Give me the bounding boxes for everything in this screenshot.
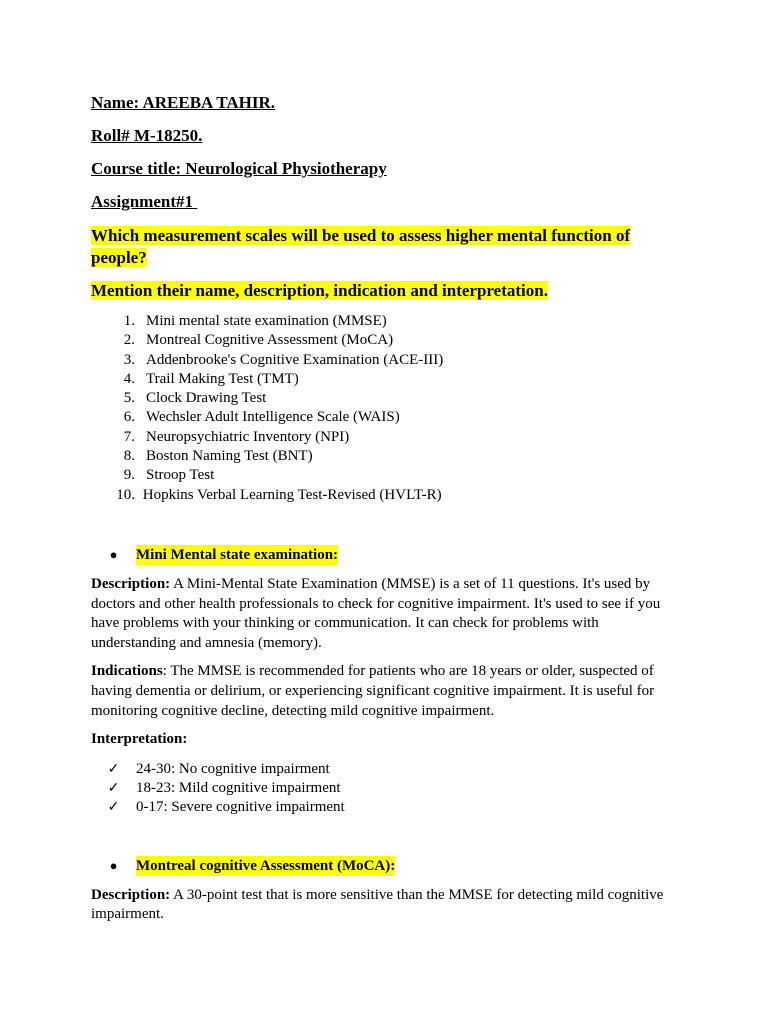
list-number: 1. — [123, 313, 135, 329]
list-number: 2. — [123, 332, 135, 349]
list-text: Hopkins Verbal Learning Test-Revised (HVLT-R) — [139, 486, 442, 503]
mmse-description — [91, 575, 681, 653]
list-text: Clock Drawing Test — [146, 390, 267, 407]
description-text: A Mini-Mental State Examination (MMSE) is a set of 11 questions. It's used by doctors and other health professionals to check for cognitive impairment. It's used to see if you have problems with your thinking or communication. It can check for problems with understanding and amnesia (memory). — [91, 575, 661, 651]
student-name: Name: AREEBA TAHIR. — [91, 93, 276, 112]
list-text: Wechsler Adult Intelligence Scale (WAIS) — [146, 409, 400, 426]
list-item — [91, 428, 681, 447]
list-number: 3. — [123, 351, 135, 368]
list-item — [91, 486, 681, 505]
moca-heading — [91, 856, 681, 876]
checkmark-icon: ✓ — [107, 761, 120, 777]
moca-heading-text: Montreal cognitive Assessment (MoCA): — [136, 857, 396, 874]
list-number: 8. — [123, 448, 135, 465]
list-item — [91, 760, 681, 779]
list-text: Trail Making Test (TMT) — [146, 370, 299, 387]
list-item — [91, 351, 681, 370]
description-label: Description: — [91, 575, 171, 592]
list-item — [91, 798, 681, 817]
description-label: Description: — [91, 886, 171, 903]
description-text: A 30-point test that is more sensitive than the MMSE for detecting mild cognitive impairment. — [91, 886, 664, 923]
list-item — [91, 466, 681, 485]
list-number: 4. — [123, 370, 135, 387]
checkmark-icon: ✓ — [107, 781, 120, 797]
indications-text: : The MMSE is recommended for patients who are 18 years or older, suspected of having dementia or delirium, or experiencing significant cognitive impairment. It is useful for monitoring cognitive decline, detecting mild cognitive impairment. — [91, 663, 655, 719]
list-number: 7. — [123, 428, 135, 445]
bullet-dot-icon: ● — [109, 546, 118, 562]
mmse-indications — [91, 662, 681, 721]
roll-number: Roll# M-18250. — [91, 126, 203, 145]
assignment-title: Assignment#1 — [91, 192, 198, 211]
course-title: Course title: Neurological Physiotherapy — [91, 159, 387, 178]
list-number: 6. — [123, 409, 135, 426]
list-number: 9. — [123, 467, 135, 484]
list-text: Stroop Test — [146, 467, 215, 484]
question-1 — [91, 225, 681, 269]
list-number: 10. — [116, 486, 135, 503]
question-2 — [91, 280, 681, 302]
list-item — [91, 447, 681, 466]
list-item — [91, 312, 681, 331]
list-item — [91, 389, 681, 408]
list-text: Montreal Cognitive Assessment (MoCA) — [146, 332, 394, 349]
interpretation-text: 24-30: No cognitive impairment — [136, 760, 330, 777]
list-item — [91, 779, 681, 798]
list-text: Neuropsychiatric Inventory (NPI) — [146, 428, 350, 445]
list-text: Addenbrooke's Cognitive Examination (ACE-III) — [146, 351, 444, 368]
moca-description — [91, 886, 681, 925]
list-item — [91, 331, 681, 350]
interpretation-text: 18-23: Mild cognitive impairment — [136, 780, 341, 797]
list-item — [91, 370, 681, 389]
document-body — [91, 93, 681, 925]
mmse-heading — [91, 545, 681, 565]
list-text: Boston Naming Test (BNT) — [146, 448, 313, 465]
scales-list — [91, 312, 681, 505]
interpretation-label: Interpretation: — [91, 731, 188, 748]
list-item — [91, 408, 681, 427]
mmse-heading-text: Mini Mental state examination: — [136, 546, 339, 563]
question-2-text: Mention their name, description, indication and interpretation. — [91, 281, 548, 300]
checkmark-icon: ✓ — [107, 800, 120, 816]
list-number: 5. — [123, 390, 135, 407]
interpretation-text: 0-17: Severe cognitive impairment — [136, 799, 345, 816]
indications-label: Indications — [91, 663, 163, 680]
list-text: Mini mental state examination (MMSE) — [146, 313, 387, 329]
bullet-dot-icon: ● — [109, 857, 118, 873]
question-1-text: Which measurement scales will be used to assess higher mental function of people? — [91, 226, 631, 267]
interpretation-list — [91, 760, 681, 818]
